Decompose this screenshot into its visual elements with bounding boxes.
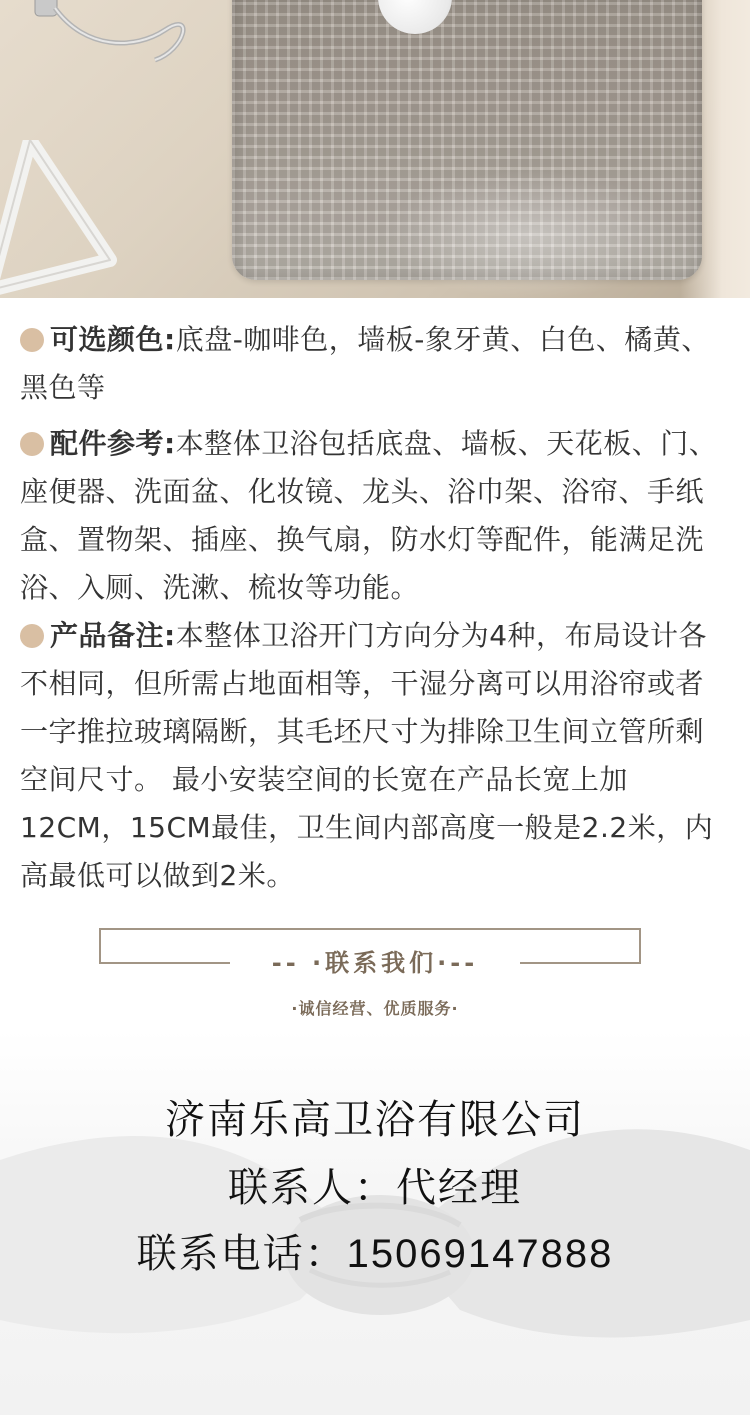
section-text: 底盘-咖啡色，墙板-象牙黄、白色、橘黄、黑色等: [20, 323, 710, 404]
bullet-icon: [20, 624, 44, 648]
product-photo: [0, 0, 750, 298]
section-accessories: [20, 420, 732, 612]
company-name: 济南乐高卫浴有限公司: [165, 1098, 585, 1142]
shower-hose: [25, 0, 205, 70]
contact-title: -- ·联系我们·--: [230, 945, 520, 981]
contact-person: 联系人：代经理: [228, 1166, 522, 1210]
section-label: 配件参考:: [50, 427, 176, 460]
section-text: 本整体卫浴开门方向分为4种，布局设计各不相同，但所需占地面相等，干湿分离可以用浴帘或者一字推拉玻璃隔断，其毛坯尺寸为排除卫生间立管所剩空间尺寸。 最小安装空间的长宽在产品长宽上加12CM，15CM最佳，卫生间内部高度一般是2.2米，内高最低可以做到2米。: [20, 619, 714, 892]
bullet-icon: [20, 432, 44, 456]
section-notes: [20, 612, 732, 900]
section-label: 可选颜色:: [50, 323, 176, 356]
contact-phone: 联系电话：15069147888: [136, 1232, 614, 1276]
bullet-icon: [20, 328, 44, 352]
section-label: 产品备注:: [50, 619, 176, 652]
section-text: 本整体卫浴包括底盘、墙板、天花板、门、座便器、洗面盆、化妆镜、龙头、浴巾架、浴帘、手纸盒、置物架、插座、换气扇，防水灯等配件，能满足洗浴、入厕、洗漱、梳妆等功能。: [20, 427, 718, 604]
photo-glare: [380, 170, 680, 298]
contact-subtitle: ·诚信经营、优质服务·: [291, 999, 459, 1018]
triangle-stand: [0, 140, 120, 298]
section-colors: [20, 316, 732, 412]
